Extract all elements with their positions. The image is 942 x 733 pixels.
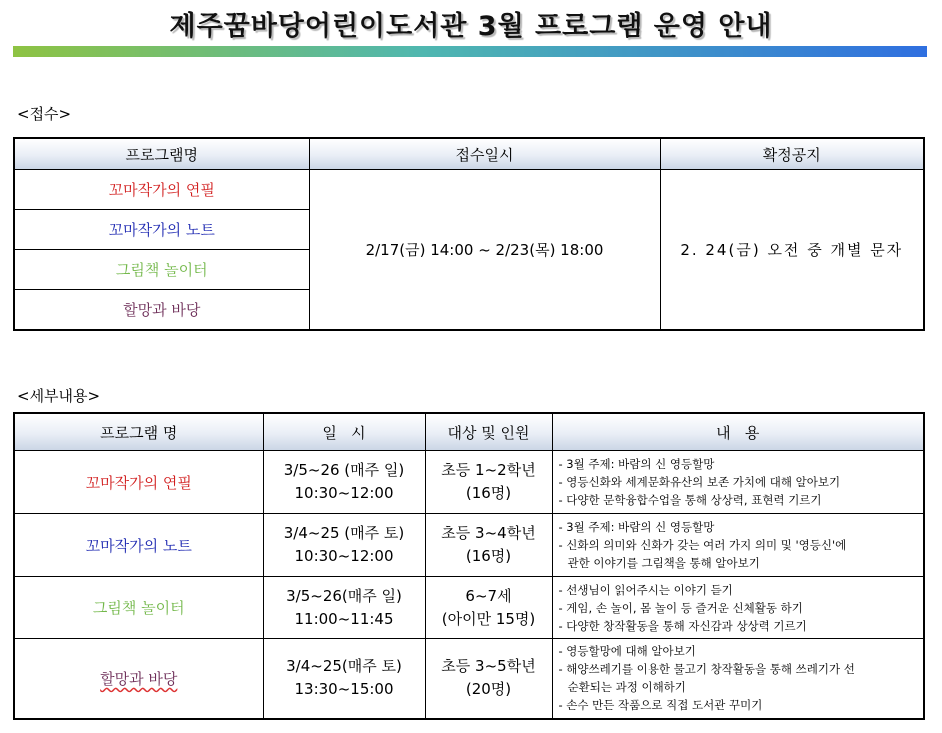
header-program-name: 프로그램 명 xyxy=(14,413,263,451)
header-notice: 확정공지 xyxy=(660,138,924,170)
reception-table xyxy=(13,137,925,331)
program-content: - 영등할망에 대해 알아보기 - 해양쓰레기를 이용한 물고기 창작활동을 통해 쓰레기가 선 순환되는 과정 이해하기 - 손수 만든 작품으로 직접 도서관 꾸미기 xyxy=(552,639,924,719)
program-schedule: 3/4~25 (매주 토) 10:30~12:00 xyxy=(263,514,425,577)
header-content: 내 용 xyxy=(552,413,924,451)
reception-program-3: 그림책 놀이터 xyxy=(14,250,309,290)
reception-period: 2/17(금) 14:00 ~ 2/23(목) 18:00 xyxy=(309,170,660,331)
program-schedule: 3/4~25(매주 토) 13:30~15:00 xyxy=(263,639,425,719)
program-name: 꼬마작가의 노트 xyxy=(14,514,263,577)
page-title: 제주꿈바당어린이도서관 3월 프로그램 운영 안내 xyxy=(169,11,773,42)
program-name: 할망과 바당 xyxy=(14,639,263,719)
reception-section-label: <접수> xyxy=(17,105,72,123)
program-target: 6~7세 (아이만 15명) xyxy=(425,577,552,639)
details-section-label: <세부내용> xyxy=(17,387,101,405)
program-content: - 선생님이 읽어주시는 이야기 듣기 - 게임, 손 놀이, 몸 놀이 등 즐거운 신체활동 하기 - 다양한 창작활동을 통해 자신감과 상상력 기르기 xyxy=(552,577,924,639)
header-schedule: 일 시 xyxy=(263,413,425,451)
reception-program-1: 꼬마작가의 연필 xyxy=(14,170,309,210)
header-reception-date: 접수일시 xyxy=(309,138,660,170)
reception-program-4: 할망과 바당 xyxy=(14,290,309,331)
reception-program-2: 꼬마작가의 노트 xyxy=(14,210,309,250)
program-schedule: 3/5~26 (매주 일) 10:30~12:00 xyxy=(263,451,425,514)
program-target: 초등 3~5학년 (20명) xyxy=(425,639,552,719)
reception-notice: 2. 24(금) 오전 중 개별 문자 xyxy=(660,170,924,331)
program-schedule: 3/5~26(매주 일) 11:00~11:45 xyxy=(263,577,425,639)
details-table xyxy=(13,412,925,720)
program-name: 그림책 놀이터 xyxy=(14,577,263,639)
program-target: 초등 3~4학년 (16명) xyxy=(425,514,552,577)
program-content: - 3월 주제: 바람의 신 영등할망 - 영등신화와 세계문화유산의 보존 가치에 대해 알아보기 - 다양한 문학융합수업을 통해 상상력, 표현력 기르기 xyxy=(552,451,924,514)
program-content: - 3월 주제: 바람의 신 영등할망 - 신화의 의미와 신화가 갖는 여러 가지 의미 및 '영등신'에 관한 이야기를 그림책을 통해 알아보기 xyxy=(552,514,924,577)
program-target: 초등 1~2학년 (16명) xyxy=(425,451,552,514)
title-divider-bar xyxy=(13,46,927,57)
header-program-name: 프로그램명 xyxy=(14,138,309,170)
header-target: 대상 및 인원 xyxy=(425,413,552,451)
program-name: 꼬마작가의 연필 xyxy=(14,451,263,514)
